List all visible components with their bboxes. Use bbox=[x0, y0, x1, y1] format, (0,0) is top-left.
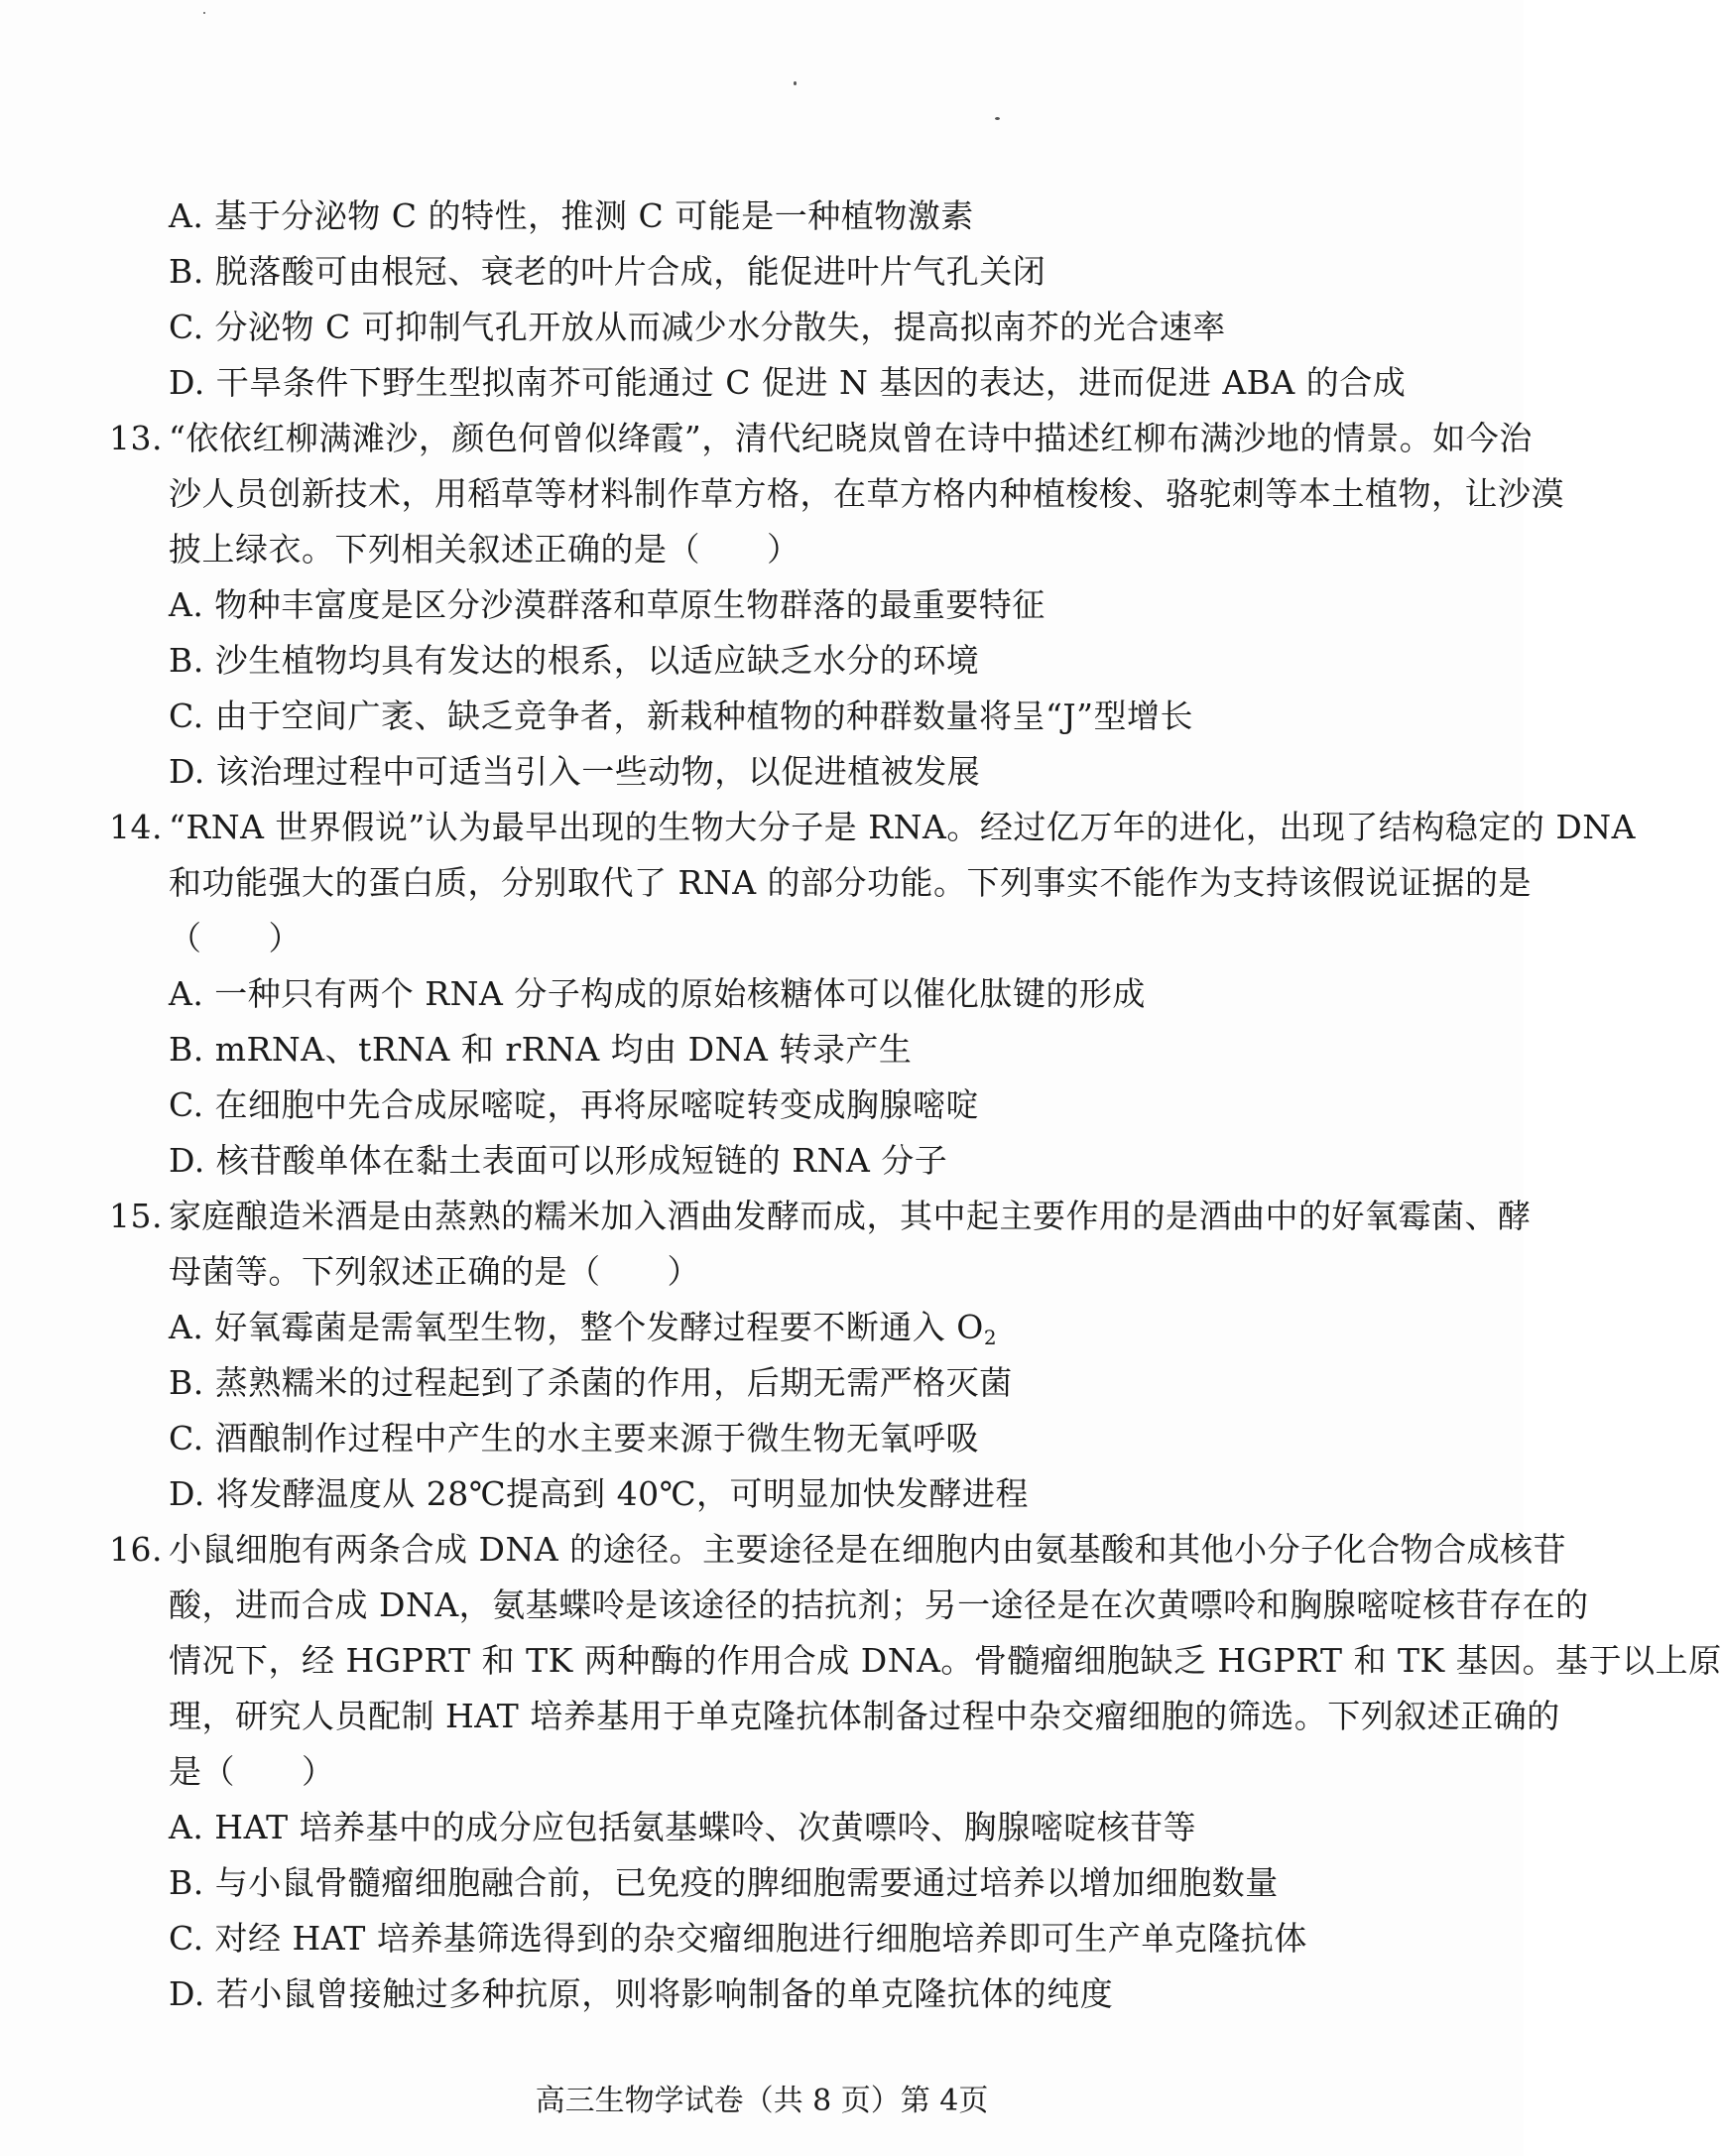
q15-option-a bbox=[169, 1306, 997, 1359]
q14-option-b: B. mRNA、tRNA 和 rRNA 均由 DNA 转录产生 bbox=[169, 1030, 913, 1069]
q15-option-a-text: A. 好氧霉菌是需氧型生物，整个发酵过程要不断通入 O bbox=[169, 1308, 984, 1346]
q13-number: 13. bbox=[109, 419, 163, 457]
q14-number: 14. bbox=[109, 808, 163, 846]
q14-option-a: A. 一种只有两个 RNA 分子构成的原始核糖体可以催化肽键的形成 bbox=[169, 974, 1146, 1013]
q16-number: 16. bbox=[109, 1530, 163, 1569]
q13-stem-line-2: 沙人员创新技术，用稻草等材料制作草方格，在草方格内种植梭梭、骆驼刺等本土植物，让沙漠 bbox=[169, 474, 1564, 513]
q16-option-b: B. 与小鼠骨髓瘤细胞融合前，已免疫的脾细胞需要通过培养以增加细胞数量 bbox=[169, 1863, 1279, 1902]
q12-option-b: B. 脱落酸可由根冠、衰老的叶片合成，能促进叶片气孔关闭 bbox=[169, 252, 1046, 291]
q15-option-d: D. 将发酵温度从 28℃提高到 40℃，可明显加快发酵进程 bbox=[169, 1474, 1030, 1513]
q16-stem-line-2: 酸，进而合成 DNA，氨基蝶呤是该途径的拮抗剂；另一途径是在次黄嘌呤和胸腺嘧啶核苷存在的 bbox=[169, 1585, 1589, 1624]
scan-speck bbox=[794, 81, 797, 85]
page-footer: 高三生物学试卷（共 8 页）第 4页 bbox=[535, 2084, 989, 2118]
q15-stem-line-1: 家庭酿造米酒是由蒸熟的糯米加入酒曲发酵而成，其中起主要作用的是酒曲中的好氧霉菌、酵 bbox=[169, 1197, 1532, 1235]
q14-stem-line-1: “RNA 世界假说”认为最早出现的生物大分子是 RNA。经过亿万年的进化，出现了结构稳定的 DNA bbox=[169, 808, 1636, 846]
q13-option-a: A. 物种丰富度是区分沙漠群落和草原生物群落的最重要特征 bbox=[169, 585, 1046, 624]
q16-option-a: A. HAT 培养基中的成分应包括氨基蝶呤、次黄嘌呤、胸腺嘧啶核苷等 bbox=[169, 1808, 1197, 1846]
q15-stem-line-2: 母菌等。下列叙述正确的是（ ） bbox=[169, 1252, 700, 1291]
q16-stem-line-3: 情况下，经 HGPRT 和 TK 两种酶的作用合成 DNA。骨髓瘤细胞缺乏 HGPRT 和 TK 基因。基于以上原 bbox=[169, 1641, 1722, 1680]
q14-stem-line-2: 和功能强大的蛋白质，分别取代了 RNA 的部分功能。下列事实不能作为支持该假说证据的是 bbox=[169, 863, 1533, 902]
q12-option-c: C. 分泌物 C 可抑制气孔开放从而减少水分散失，提高拟南芥的光合速率 bbox=[169, 308, 1226, 346]
q15-number: 15. bbox=[109, 1197, 163, 1235]
q13-option-c: C. 由于空间广袤、缺乏竞争者，新栽种植物的种群数量将呈“J”型增长 bbox=[169, 697, 1194, 735]
q16-stem-line-5: 是（ ） bbox=[169, 1752, 335, 1791]
q16-stem-line-1: 小鼠细胞有两条合成 DNA 的途径。主要途径是在细胞内由氨基酸和其他小分子化合物合成核苷 bbox=[169, 1530, 1567, 1569]
q13-option-d: D. 该治理过程中可适当引入一些动物，以促进植被发展 bbox=[169, 752, 981, 791]
q15-option-a-subscript: 2 bbox=[983, 1326, 998, 1349]
q15-option-b: B. 蒸熟糯米的过程起到了杀菌的作用，后期无需严格灭菌 bbox=[169, 1363, 1013, 1402]
q13-stem-line-1: “依依红柳满滩沙，颜色何曾似绛霞”，清代纪晓岚曾在诗中描述红柳布满沙地的情景。如今治 bbox=[169, 419, 1533, 457]
scan-speck bbox=[995, 117, 1000, 120]
q14-option-d: D. 核苷酸单体在黏土表面可以形成短链的 RNA 分子 bbox=[169, 1141, 948, 1180]
q16-option-c: C. 对经 HAT 培养基筛选得到的杂交瘤细胞进行细胞培养即可生产单克隆抗体 bbox=[169, 1919, 1307, 1958]
q13-stem-line-3: 披上绿衣。下列相关叙述正确的是（ ） bbox=[169, 530, 800, 569]
q13-option-b: B. 沙生植物均具有发达的根系，以适应缺乏水分的环境 bbox=[169, 641, 980, 680]
q12-option-a: A. 基于分泌物 C 的特性，推测 C 可能是一种植物激素 bbox=[169, 196, 974, 235]
q14-stem-line-3: （ ） bbox=[169, 919, 302, 957]
q14-option-c: C. 在细胞中先合成尿嘧啶，再将尿嘧啶转变成胸腺嘧啶 bbox=[169, 1085, 980, 1124]
scan-speck bbox=[203, 12, 205, 14]
q16-stem-line-4: 理，研究人员配制 HAT 培养基用于单克隆抗体制备过程中杂交瘤细胞的筛选。下列叙述正确的 bbox=[169, 1697, 1560, 1735]
q15-option-c: C. 酒酿制作过程中产生的水主要来源于微生物无氧呼吸 bbox=[169, 1419, 980, 1458]
q12-option-d: D. 干旱条件下野生型拟南芥可能通过 C 促进 N 基因的表达，进而促进 ABA 的合成 bbox=[169, 363, 1407, 402]
q16-option-d: D. 若小鼠曾接触过多种抗原，则将影响制备的单克隆抗体的纯度 bbox=[169, 1974, 1114, 2013]
